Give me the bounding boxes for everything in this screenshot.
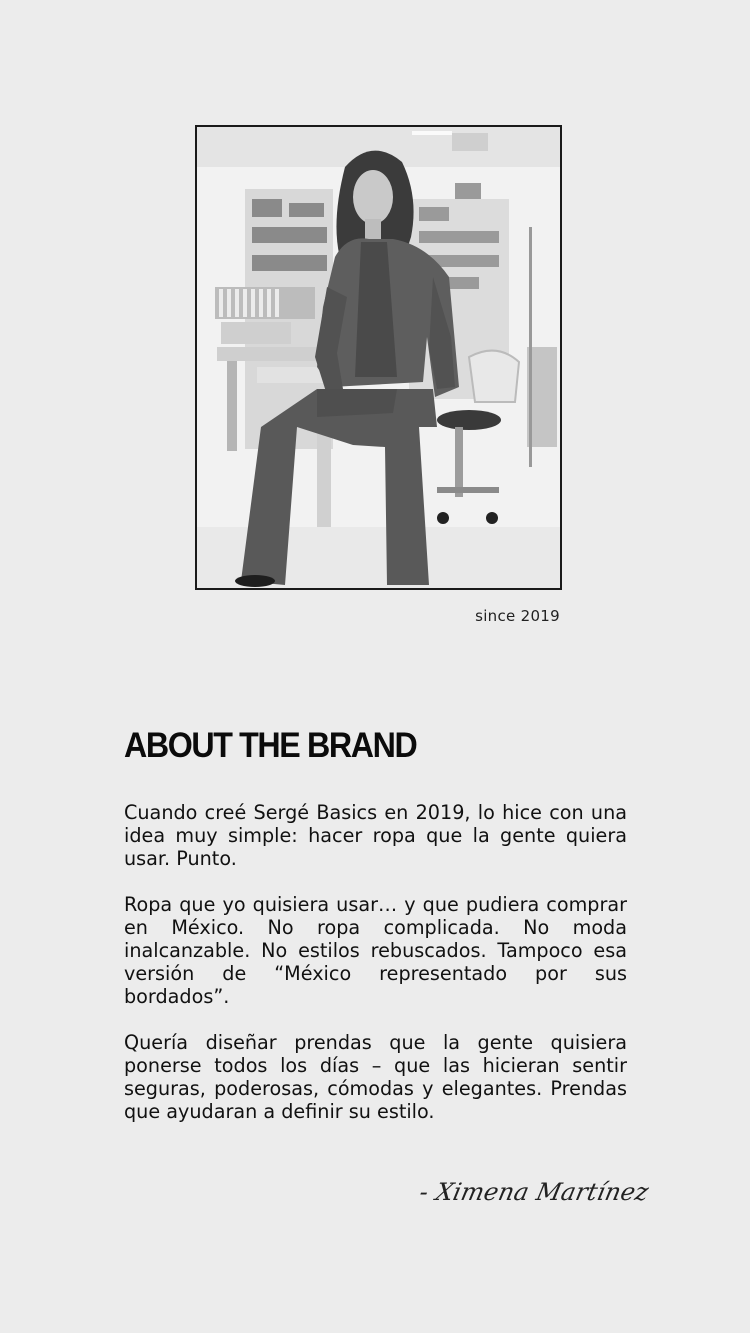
brand-story: [124, 801, 627, 1146]
paragraph-1: Cuando creé Sergé Basics en 2019, lo hice con una idea muy simple: hacer ropa que la gente quiera usar. Punto.: [124, 801, 627, 870]
since-caption: since 2019: [475, 607, 560, 625]
paragraph-3: Quería diseñar prendas que la gente quisiera ponerse todos los días – que las hicieran sentir seguras, poderosas, cómodas y elegantes. Prendas que ayudaran a definir su estilo.: [124, 1031, 627, 1123]
signature: - Ximena Martínez: [417, 1178, 652, 1206]
portrait-photo: [195, 125, 562, 590]
paragraph-2: Ropa que yo quisiera usar… y que pudiera comprar en México. No ropa complicada. No moda inalcanzable. No estilos rebuscados. Tampoco esa versión de “México representado por sus bordados”.: [124, 893, 627, 1008]
studio-photo-illustration: [197, 127, 560, 588]
section-title: ABOUT THE BRAND: [124, 726, 417, 765]
